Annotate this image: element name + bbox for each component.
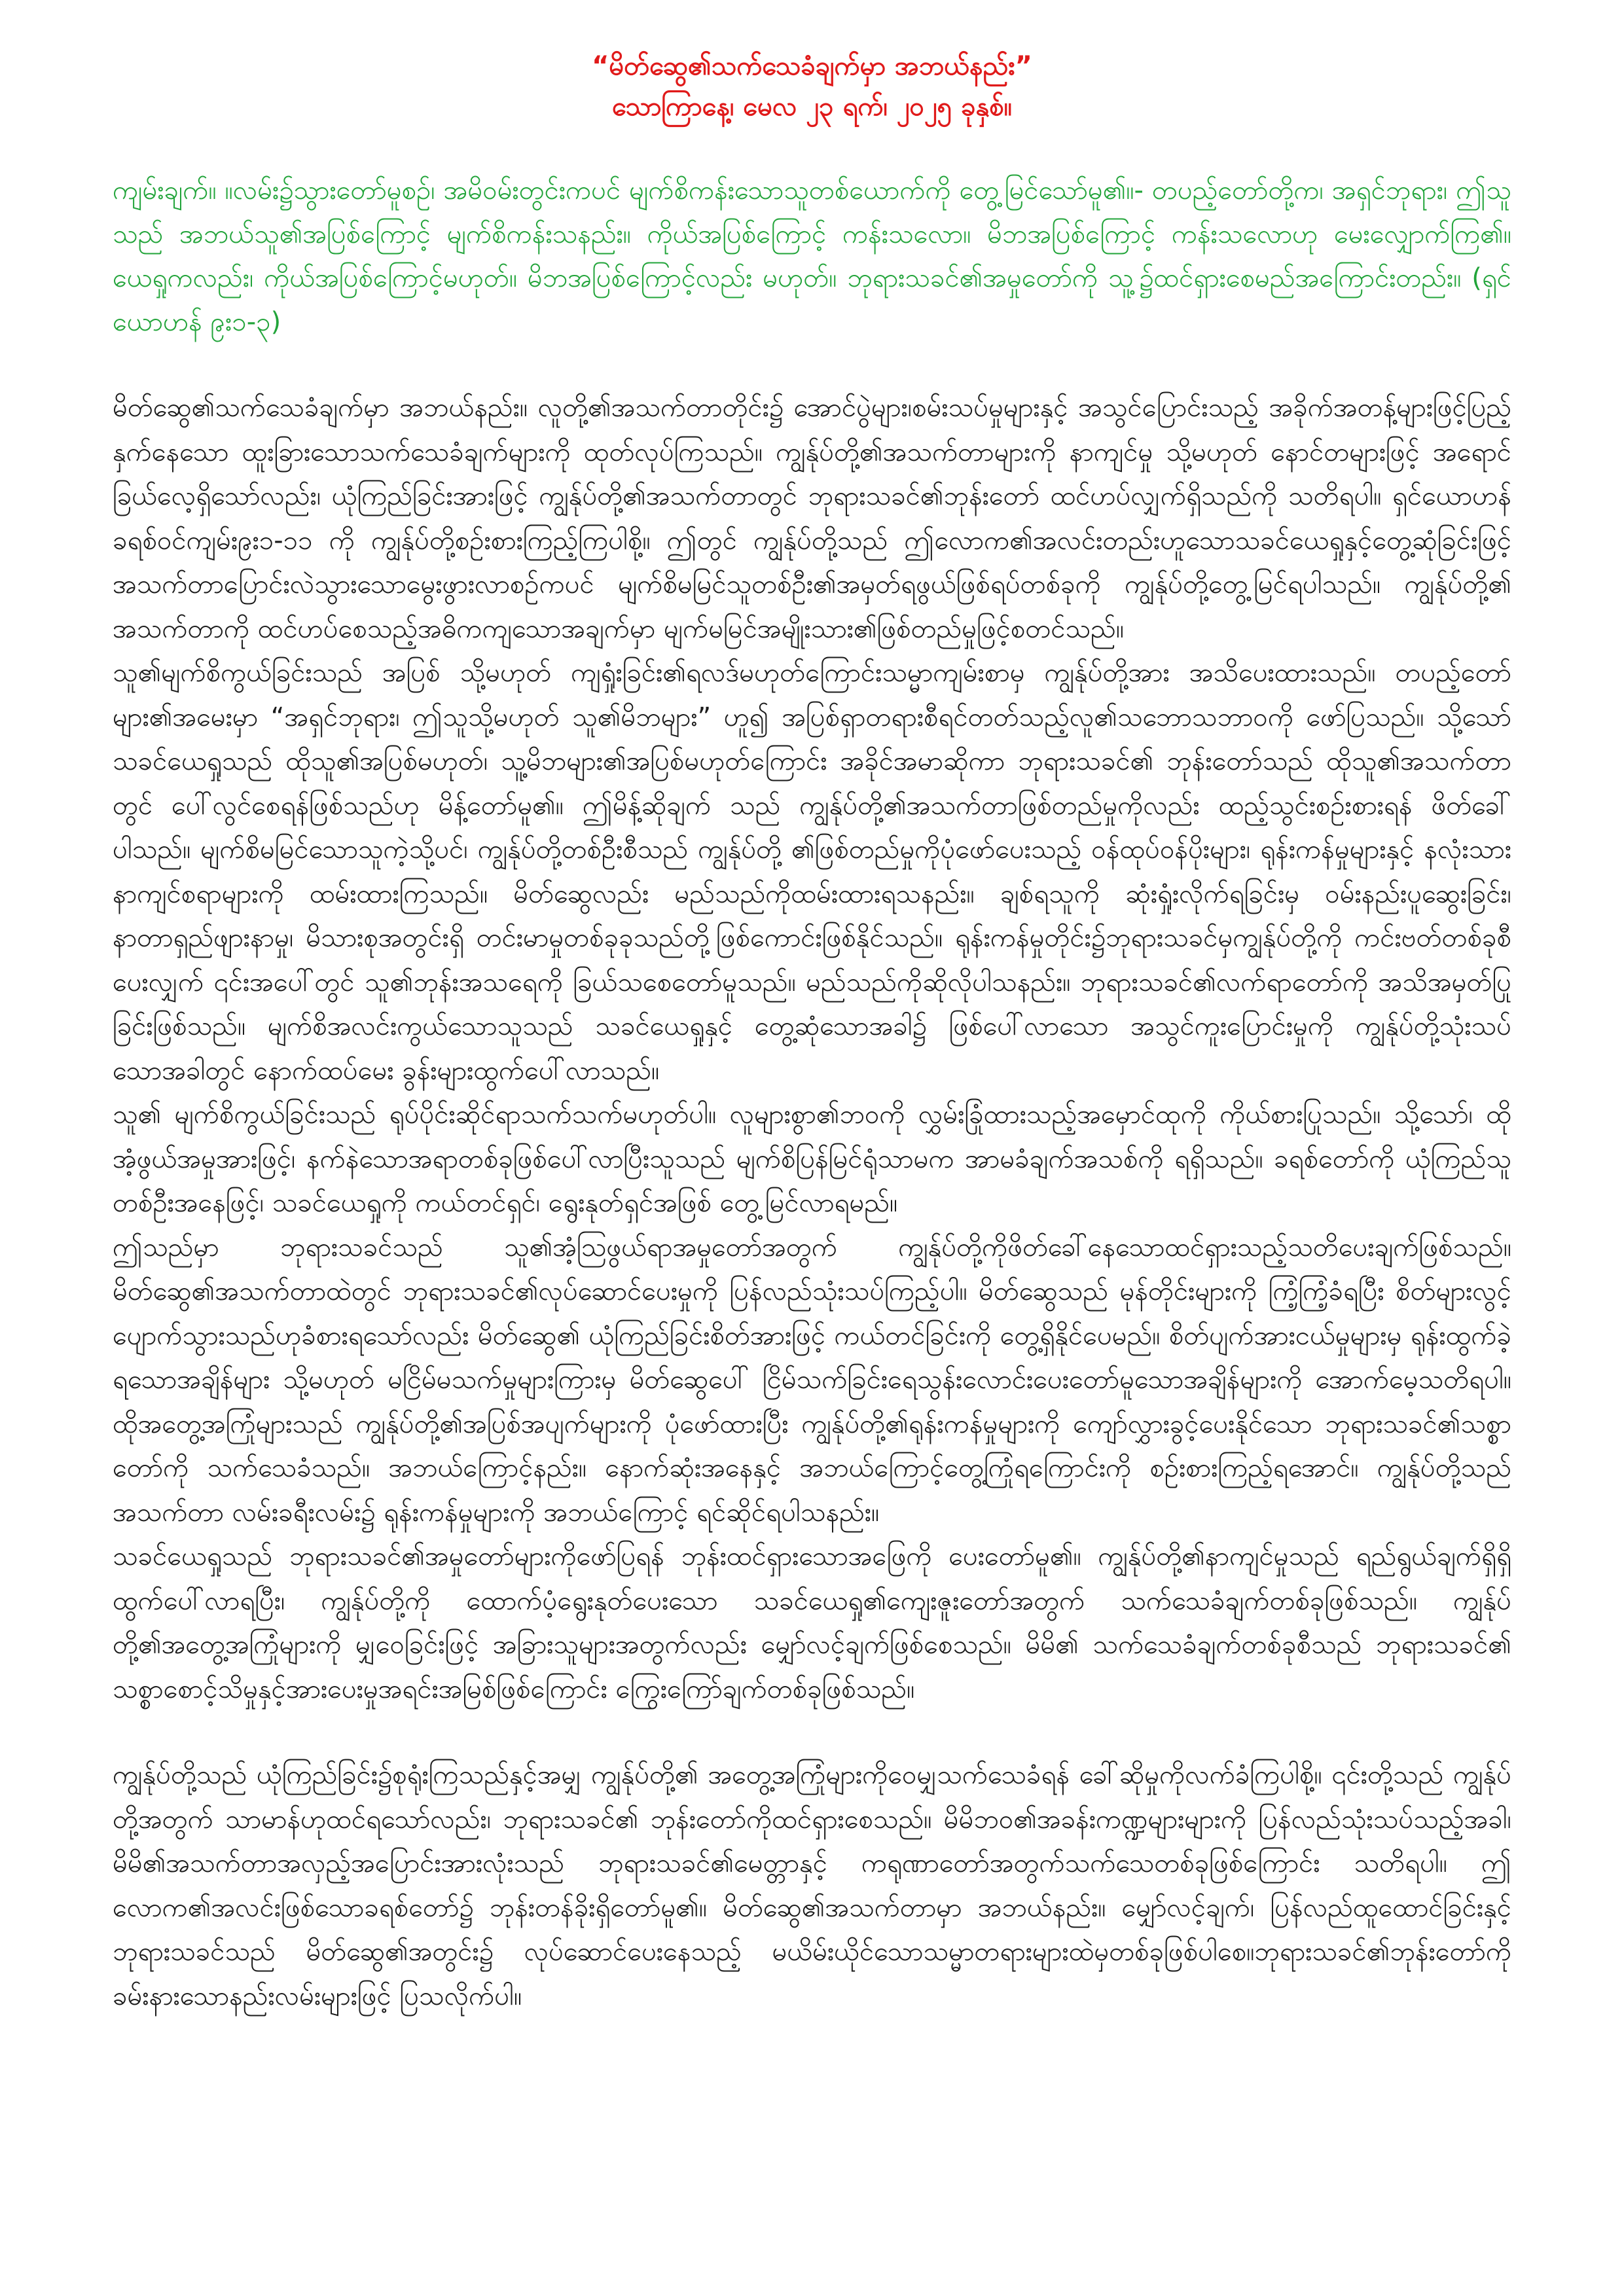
body-section-1 [113, 386, 1511, 1712]
paragraph: ဤသည်မှာ ဘုရားသခင်သည် သူ၏အံ့သြဖွယ်ရာအမှုတော်အတွက် ကျွန်ုပ်တို့ကိုဖိတ်ခေါ်နေသောထင်ရှားသည့်သတိပေးချက်ဖြစ်သည်။ မိတ်ဆွေ၏အသက်တာထဲတွင် ဘုရားသခင်၏လုပ်ဆောင်ပေးမှုကို ပြန်လည်သုံးသပ်ကြည့်ပါ။ မိတ်ဆွေသည် မုန်တိုင်းများကို ကြံ့ကြံ့ခံရပြီး စိတ်များလွင့်ပျောက်သွားသည်ဟုခံစားရသော်လည်း မိတ်ဆွေ၏ ယုံကြည်ခြင်းစိတ်အားဖြင့် ကယ်တင်ခြင်းကို တွေ့ရှိနိုင်ပေမည်။ စိတ်ပျက်အားငယ်မှုများမှ ရုန်းထွက်ခဲ့ရသောအချိန်များ သို့မဟုတ် မငြိမ်မသက်မှုများကြားမှ မိတ်ဆွေပေါ် ငြိမ်သက်ခြင်းရေသွန်းလောင်းပေးတော်မူသောအချိန်များကို အောက်မေ့သတိရပါ။ ထိုအတွေ့အကြုံများသည် ကျွန်ုပ်တို့၏အပြစ်အပျက်များကို ပုံဖော်ထားပြီး ကျွန်ုပ်တို့၏ရုန်းကန်မှုများကို ကျော်လွှားခွင့်ပေးနိုင်သော ဘုရားသခင်၏သစ္စာတော်ကို သက်သေခံသည်။ အဘယ်ကြောင့်နည်း။ နောက်ဆုံးအနေနှင့် အဘယ်ကြောင့်တွေ့ကြုံရကြောင်းကို စဉ်းစားကြည့်ရအောင်။ ကျွန်ုပ်တို့သည် အသက်တာ လမ်းခရီးလမ်း၌ ရုန်းကန်မှုများကို အဘယ်ကြောင့် ရင်ဆိုင်ရပါသနည်း။ [113, 1232, 1511, 1528]
paragraph: သူ၏ မျက်စိကွယ်ခြင်းသည် ရုပ်ပိုင်းဆိုင်ရာသက်သက်မဟုတ်ပါ။ လူများစွာ၏ဘဝကို လွှမ်းခြုံထားသည့်အမှောင်ထုကို ကိုယ်စားပြုသည်။ သို့သော်၊ ထိုအံ့ဖွယ်အမှုအားဖြင့်၊ နက်နဲသောအရာတစ်ခုဖြစ်ပေါ်လာပြီးသူသည် မျက်စိပြန်မြင်ရုံသာမက အာမခံချက်အသစ်ကို ရရှိသည်။ ခရစ်တော်ကို ယုံကြည်သူတစ်ဦးအနေဖြင့်၊ သခင်ယေရှုကို ကယ်တင်ရှင်၊ ရွေးနုတ်ရှင်အဖြစ် တွေ့မြင်လာရမည်။ [113, 1100, 1511, 1218]
paragraph: သခင်ယေရှုသည် ဘုရားသခင်၏အမှုတော်များကိုဖော်ပြရန် ဘုန်းထင်ရှားသောအဖြေကို ပေးတော်မူ၏။ ကျွန်ုပ်တို့၏နာကျင်မှုသည် ရည်ရွယ်ချက်ရှိရှိ ထွက်ပေါ်လာရပြီး၊ ကျွန်ုပ်တို့ကို ထောက်ပံ့ရွေးနုတ်ပေးသော သခင်ယေရှု၏ကျေးဇူးတော်အတွက် သက်သေခံချက်တစ်ခုဖြစ်သည်။ ကျွန်ုပ်တို့၏အတွေ့အကြုံများကို မျှဝေခြင်းဖြင့် အခြားသူများအတွက်လည်း မျှော်လင့်ချက်ဖြစ်စေသည်။ မိမိ၏ သက်သေခံချက်တစ်ခုစီသည် ဘုရားသခင်၏ သစ္စာစောင့်သိမှုနှင့်အားပေးမှုအရင်းအမြစ်ဖြစ်ကြောင်း ကြွေးကြော်ချက်တစ်ခုဖြစ်သည်။ [113, 1541, 1511, 1704]
paragraph: ကျွန်ုပ်တို့သည် ယုံကြည်ခြင်း၌စုရုံးကြသည်နှင့်အမျှ ကျွန်ုပ်တို့၏ အတွေ့အကြုံများကိုဝေမျှသက်သေခံရန် ခေါ်ဆိုမှုကိုလက်ခံကြပါစို့။ ၎င်းတို့သည် ကျွန်ုပ်တို့အတွက် သာမာန်ဟုထင်ရသော်လည်း၊ ဘုရားသခင်၏ ဘုန်းတော်ကိုထင်ရှားစေသည်။ မိမိဘဝ၏အခန်းကဏ္ဍများများကို ပြန်လည်သုံးသပ်သည့်အခါ၊ မိမိ၏အသက်တာအလှည့်အပြောင်းအားလုံးသည် ဘုရားသခင်၏မေတ္တာနှင့် ကရုဏာတော်အတွက်သက်သေတစ်ခုဖြစ်ကြောင်း သတိရပါ။ ဤလောက၏အလင်းဖြစ်သောခရစ်တော်၌ ဘုန်းတန်ခိုးရှိတော်မူ၏။ မိတ်ဆွေ၏အသက်တာမှာ အဘယ်နည်း။ မျှော်လင့်ချက်၊ ပြန်လည်ထူထောင်ခြင်းနှင့် ဘုရားသခင်သည် မိတ်ဆွေ၏အတွင်း၌ လုပ်ဆောင်ပေးနေသည့် မယိမ်းယိုင်သောသမ္မာတရားများထဲမှတစ်ခုဖြစ်ပါစေ။ဘုရားသခင်၏ဘုန်းတော်ကို ခမ်းနားသောနည်းလမ်းများဖြင့် ပြသလိုက်ပါ။ [113, 1760, 1511, 2011]
document-date: သောကြာနေ့၊ မေလ ၂၃ ရက်၊ ၂၀၂၅ ခုနှစ်။ [612, 92, 1012, 122]
section-spacer [113, 1712, 1511, 1753]
paragraph: မိတ်ဆွေ၏သက်သေခံချက်မှာ အဘယ်နည်း။ လူတို့၏အသက်တာတိုင်း၌ အောင်ပွဲများ၊စမ်းသပ်မှုများနှင့် အသွင်ပြောင်းသည့် အခိုက်အတန့်များဖြင့်ပြည့်နှက်နေသော ထူးခြားသောသက်သေခံချက်များကို ထုတ်လုပ်ကြသည်။ ကျွန်ုပ်တို့၏အသက်တာများကို နာကျင်မှု သို့မဟုတ် နောင်တများဖြင့် အရောင်ခြယ်လေ့ရှိသော်လည်း၊ ယုံကြည်ခြင်းအားဖြင့် ကျွန်ုပ်တို့၏အသက်တာတွင် ဘုရားသခင်၏ဘုန်းတော် ထင်ဟပ်လျှက်ရှိသည်ကို သတိရပါ။ ရှင်ယောဟန်ခရစ်ဝင်ကျမ်း၉း၁-၁၁ ကို ကျွန်ုပ်တို့စဉ်းစားကြည့်ကြပါစို့။ ဤတွင် ကျွန်ုပ်တို့သည် ဤလောက၏အလင်းတည်းဟူသောသခင်ယေရှုနှင့်တွေ့ဆုံခြင်းဖြင့် အသက်တာပြောင်းလဲသွားသောမွေးဖွားလာစဉ်ကပင် မျက်စိမမြင်သူတစ်ဦး၏အမှတ်ရဖွယ်ဖြစ်ရပ်တစ်ခုကို ကျွန်ုပ်တို့တွေ့မြင်ရပါသည်။ ကျွန်ုပ်တို့၏ အသက်တာကို ထင်ဟပ်စေသည့်အဓိကကျသောအချက်မှာ မျက်မမြင်အမျိုးသား၏ဖြစ်တည်မှုဖြင့်စတင်သည်။ [113, 393, 1511, 644]
document-title: “မိတ်ဆွေ၏သက်သေခံချက်မှာ အဘယ်နည်း” [592, 51, 1032, 81]
paragraph: သူ၏မျက်စိကွယ်ခြင်းသည် အပြစ် သို့မဟုတ် ကျရှုံးခြင်း၏ရလဒ်မဟုတ်ကြောင်းသမ္မာကျမ်းစာမှ ကျွန်ုပ်တို့အား အသိပေးထားသည်။ တပည့်တော်များ၏အမေးမှာ “အရှင်ဘုရား၊ ဤသူသို့မဟုတ် သူ၏မိဘများ” ဟူ၍ အပြစ်ရှာတရားစီရင်တတ်သည့်လူ၏သဘောသဘာဝကို ဖော်ပြသည်။ သို့သော် သခင်ယေရှုသည် ထိုသူ၏အပြစ်မဟုတ်၊ သူ့မိဘများ၏အပြစ်မဟုတ်ကြောင်း အခိုင်အမာဆိုကာ ဘုရားသခင်၏ ဘုန်းတော်သည် ထိုသူ၏အသက်တာတွင် ပေါ်လွင်စေရန်ဖြစ်သည်ဟု မိန့်တော်မူ၏။ ဤမိန့်ဆိုချက် သည် ကျွန်ုပ်တို့၏အသက်တာဖြစ်တည်မှုကိုလည်း ထည့်သွင်းစဉ်းစားရန် ဖိတ်ခေါ်ပါသည်။ မျက်စိမမြင်သောသူကဲ့သို့ပင်၊ ကျွန်ုပ်တို့တစ်ဦးစီသည် ကျွန်ုပ်တို့ ၏ဖြစ်တည်မှုကိုပုံဖော်ပေးသည့် ဝန်ထုပ်ဝန်ပိုးများ၊ ရုန်းကန်မှုများနှင့် နလုံးသားနာကျင်စရာများကို ထမ်းထားကြသည်။ မိတ်ဆွေလည်း မည်သည်ကိုထမ်းထားရသနည်း။ ချစ်ရသူကို ဆုံးရှုံးလိုက်ရခြင်းမှ ဝမ်းနည်းပူဆွေးခြင်း၊ နာတာရှည်ဖျားနာမှု၊ မိသားစုအတွင်းရှိ တင်းမာမှုတစ်ခုခုသည်တို့ဖြစ်ကောင်းဖြစ်နိုင်သည်။ ရုန်းကန်မှုတိုင်း၌ဘုရားသခင်မှကျွန်ုပ်တို့ကို ကင်းဗတ်တစ်ခုစီပေးလျှက် ၎င်းအပေါ်တွင် သူ၏ဘုန်းအသရေကို ခြယ်သစေတော်မူသည်။ မည်သည်ကိုဆိုလိုပါသနည်း။ ဘုရားသခင်၏လက်ရာတော်ကို အသိအမှတ်ပြုခြင်းဖြစ်သည်။ မျက်စိအလင်းကွယ်သောသူသည် သခင်ယေရှုနှင့် တွေ့ဆုံသောအခါ၌ ဖြစ်ပေါ်လာသော အသွင်ကူးပြောင်းမှုကို ကျွန်ုပ်တို့သုံးသပ်သောအခါတွင် နောက်ထပ်မေး ခွန်းများထွက်ပေါ်လာသည်။ [113, 658, 1511, 1086]
body-section-2 [113, 1753, 1511, 2018]
scripture-passage: ကျမ်းချက်။ ။လမ်း၌သွားတော်မူစဉ်၊ အမိဝမ်းတွင်းကပင် မျက်စိကန်းသောသူတစ်ယောက်ကို တွေ့မြင်သော်မူ၏။- တပည့်တော်တို့က၊ အရှင်ဘုရား၊ ဤသူသည် အဘယ်သူ၏အပြစ်ကြောင့် မျက်စိကန်းသနည်း။ ကိုယ်အပြစ်ကြောင့် ကန်းသလော။ မိဘအပြစ်ကြောင့် ကန်းသလောဟု မေးလျှောက်ကြ၏။ ယေရှုကလည်း၊ ကိုယ်အပြစ်ကြောင့်မဟုတ်။ မိဘအပြစ်ကြောင့်လည်း မဟုတ်။ ဘုရားသခင်၏အမှုတော်ကို သူ့၌ထင်ရှားစေမည်အကြောင်းတည်း။ (ရှင်ယောဟန် ၉း၁-၃) [113, 175, 1511, 337]
